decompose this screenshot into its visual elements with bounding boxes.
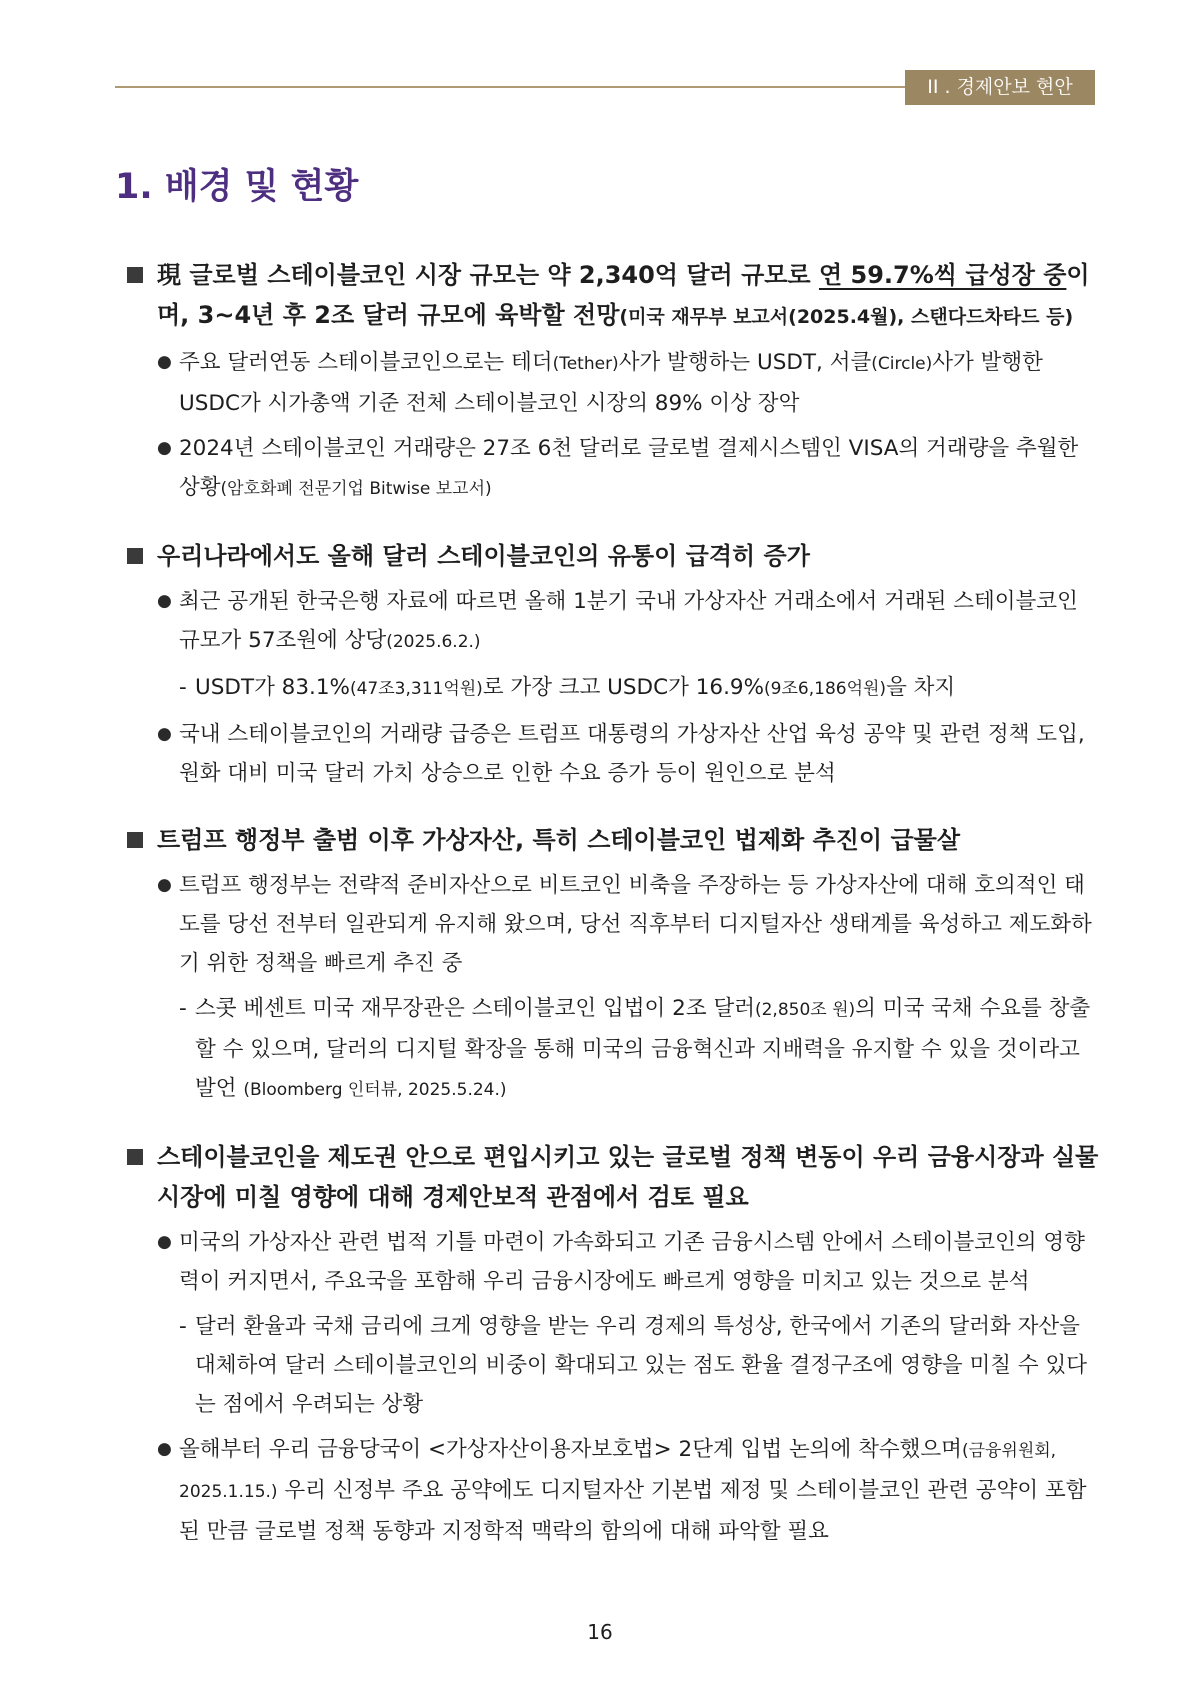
square-bullet-market-size: 現 글로벌 스테이블코인 시장 규모는 약 2,340억 달러 규모로 연 59.7%씩 급성장 중이며, 3~4년 후 2조 달러 규모에 육박할 전망(미국 재무부 보고서(2025.4월), 스탠다드차타드 등) xyxy=(125,255,1103,337)
content xyxy=(125,255,1103,1551)
section-title: 1. 배경 및 현황 xyxy=(115,167,359,207)
square-bullet-korea: 우리나라에서도 올해 달러 스테이블코인의 유통이 급격히 증가 xyxy=(125,536,1103,576)
square-bullet-review: 스테이블코인을 제도권 안으로 편입시키고 있는 글로벌 정책 변동이 우리 금융시장과 실물시장에 미칠 영향에 대해 경제안보적 관점에서 검토 필요 xyxy=(125,1137,1103,1217)
dash-fx-concern: - 달러 환율과 국채 금리에 크게 영향을 받는 우리 경제의 특성상, 한국에서 기존의 달러화 자산을 대체하여 달러 스테이블코인의 비중이 확대되고 있는 점도 환율 결정구조에 영향을 미칠 수 있다는 점에서 우려되는 상황 xyxy=(125,1307,1103,1424)
bullet-major-coins: ● 주요 달러연동 스테이블코인으로는 테더(Tether)사가 발행하는 USDT, 서클(Circle)사가 발행한 USDC가 시가총액 기준 전체 스테이블코인 시장의 89% 이상 장악 xyxy=(125,343,1103,423)
bullet-bok-data: ● 최근 공개된 한국은행 자료에 따르면 올해 1분기 국내 가상자산 거래소에서 거래된 스테이블코인 규모가 57조원에 상당(2025.6.2.) xyxy=(125,582,1103,662)
underlined-growth: 연 59.7%씩 급성장 중 xyxy=(818,261,1067,289)
bullet-surge-cause: ● 국내 스테이블코인의 거래량 급증은 트럼프 대통령의 가상자산 산업 육성 공약 및 관련 정책 도입, 원화 대비 미국 달러 가치 상승으로 인한 수요 증가 등이 원인으로 분석 xyxy=(125,715,1103,793)
bullet-trading-volume: ● 2024년 스테이블코인 거래량은 27조 6천 달러로 글로벌 결제시스템인 VISA의 거래량을 추월한 상황(암호화폐 전문기업 Bitwise 보고서) xyxy=(125,429,1103,509)
source-note: (미국 재무부 보고서(2025.4월), 스탠다드차타드 등) xyxy=(619,306,1074,328)
bullet-trump-policy: ● 트럼프 행정부는 전략적 준비자산으로 비트코인 비축을 주장하는 등 가상자산에 대해 호의적인 태도를 당선 전부터 일관되게 유지해 왔으며, 당선 직후부터 디지털자산 생태계를 육성하고 제도화하기 위한 정책을 빠르게 추진 중 xyxy=(125,866,1103,983)
bullet-legislation: ● 올해부터 우리 금융당국이 <가상자산이용자보호법> 2단계 입법 논의에 착수했으며(금융위원회, 2025.1.15.) 우리 신정부 주요 공약에도 디지털자산 기본법 제정 및 스테이블코인 관련 공약이 포함된 만큼 글로벌 정책 동향과 지정학적 맥락의 함의에 대해 파악할 필요 xyxy=(125,1430,1103,1551)
bullet-us-framework: ● 미국의 가상자산 관련 법적 기틀 마련이 가속화되고 기존 금융시스템 안에서 스테이블코인의 영향력이 커지면서, 주요국을 포함해 우리 금융시장에도 빠르게 영향을 미치고 있는 것으로 분석 xyxy=(125,1223,1103,1301)
dash-usdt-share: - USDT가 83.1%(47조3,311억원)로 가장 크고 USDC가 16.9%(9조6,186억원)을 차지 xyxy=(125,668,1103,709)
page-number: 16 xyxy=(587,1620,613,1644)
dash-bessent: - 스콧 베센트 미국 재무장관은 스테이블코인 입법이 2조 달러(2,850조 원)의 미국 국채 수요를 창출할 수 있으며, 달러의 디지털 확장을 통해 미국의 금융혁신과 지배력을 유지할 수 있을 것이라고 발언 (Bloomberg 인터뷰, 2025.5.24.) xyxy=(125,989,1103,1110)
chapter-tab: II . 경제안보 현안 xyxy=(905,70,1095,105)
square-bullet-trump: 트럼프 행정부 출범 이후 가상자산, 특히 스테이블코인 법제화 추진이 급물살 xyxy=(125,820,1103,860)
header-rule xyxy=(115,86,905,88)
